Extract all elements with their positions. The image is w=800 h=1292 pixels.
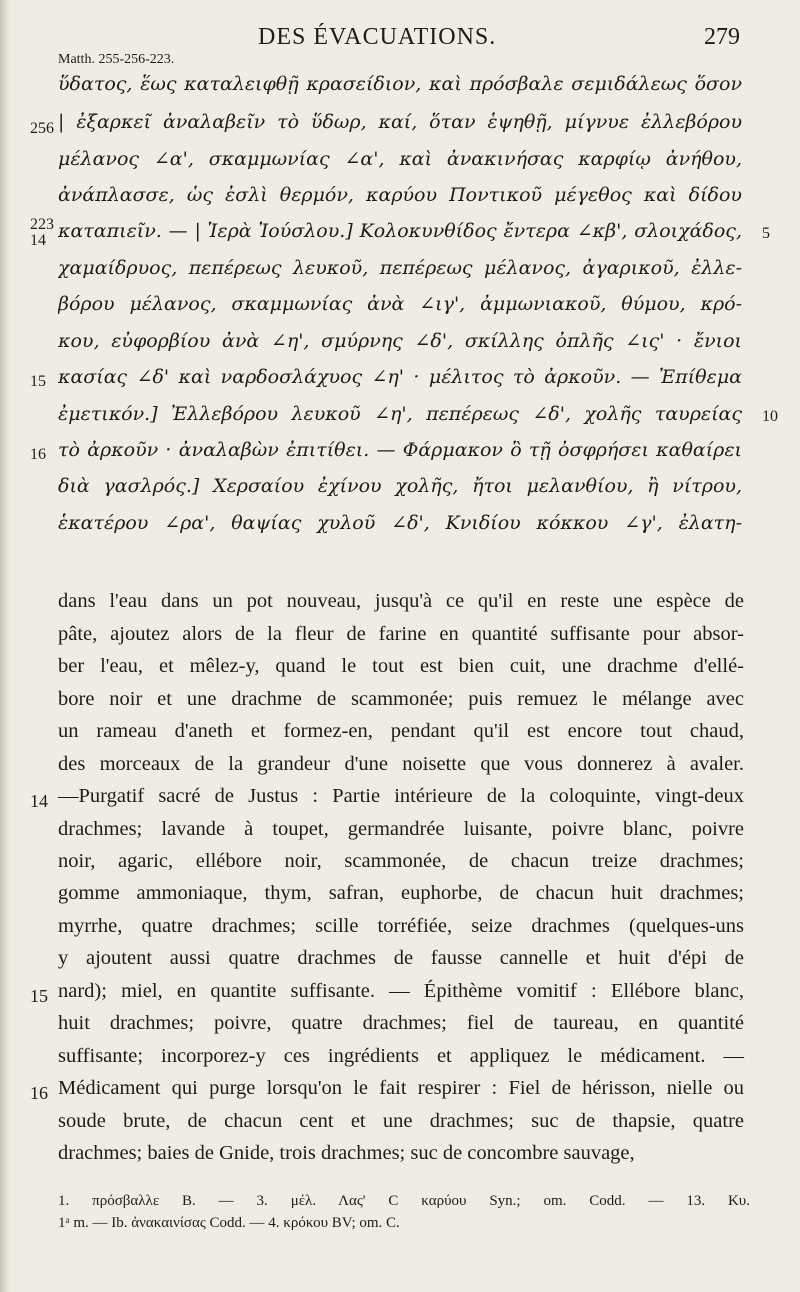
french-line: soude brute, de chacun cent et une drachmes; suc de thapsie, quatre [58,1110,744,1132]
greek-line: μέλανος ∠α', σκαμμωνίας ∠α', καὶ ἀνακινήσας καρφίῳ ἀνήθου, [58,148,742,170]
french-line: un rameau d'aneth et formez-en, pendant qu'il est encore tout chaud, [58,720,744,742]
french-line: Médicament qui purge lorsqu'on le fait respirer : Fiel de hérisson, nielle ou [58,1077,744,1099]
greek-line: κασίας ∠δ' καὶ ναρδοσλάχυος ∠η' · μέλιτος τὸ ἀρκοῦν. — Ἐπίθεμα [58,366,742,388]
footnote-line: 1. πρόσβαλλε B. — 3. μέλ. Λας' C καρύου Syn.; om. Codd. — 13. Κυ. [58,1193,750,1209]
page-number: 279 [704,24,740,50]
margin-number: 10 [762,408,778,425]
french-line: suffisante; incorporez-y ces ingrédients et appliquez le médicament. — [58,1045,744,1067]
margin-number: 16 [30,1083,48,1103]
greek-line: κου, εὐφορβίου ἀνὰ ∠η', σμύρνης ∠δ', σκίλλης ὀπλῆς ∠ις' · ἔνιοι [58,330,742,352]
margin-number: 14 [30,791,48,811]
french-line: drachmes; lavande à toupet, germandrée luisante, poivre blanc, poivre [58,818,744,840]
margin-number: 15 [30,373,46,390]
margin-number: 16 [30,446,46,463]
running-title: DES ÉVACUATIONS. [258,24,497,50]
greek-line: βόρου μέλανος, σκαμμωνίας ἀνὰ ∠ιγ', ἀμμωνιακοῦ, θύμου, κρό- [58,293,742,315]
greek-line: τὸ ἀρκοῦν · ἀναλαβὼν ἐπιτίθει. — Φάρμακον ὃ τῇ ὀσφρήσει καθαίρει [58,439,742,461]
french-line: dans l'eau dans un pot nouveau, jusqu'à ce qu'il en reste une espèce de [58,590,744,612]
greek-line: ὕδατος, ἕως καταλειφθῇ κρασείδιον, καὶ πρόσβαλε σεμιδάλεως ὅσον [58,73,742,95]
french-line: ber l'eau, et mêlez-y, quand le tout est bien cuit, une drachme d'ellé- [58,655,744,677]
french-line: huit drachmes; poivre, quatre drachmes; fiel de taureau, en quantité [58,1012,744,1034]
french-line: nard); miel, en quantite suffisante. — Épithème vomitif : Ellébore blanc, [58,980,744,1002]
greek-line: ἐμετικόν.] Ἐλλεβόρου λευκοῦ ∠η', πεπέρεως ∠δ', χολῆς ταυρείας [58,403,742,425]
french-line: drachmes; baies de Gnide, trois drachmes; suc de concombre sauvage, [58,1142,635,1164]
footnote-line: 1ᵃ m. — Ib. ἀνακαινίσας Codd. — 4. κρόκου BV; om. C. [58,1215,400,1231]
french-line: bore noir et une drachme de scammonée; puis remuez le mélange avec [58,688,744,710]
french-line: myrrhe, quatre drachmes; scille torréfiée, seize drachmes (quelques-uns [58,915,744,937]
greek-line: καταπιεῖν. — | Ἱερὰ Ἰούσλου.] Κολοκυνθίδος ἔντερα ∠κβ', σλοιχάδος, [58,220,742,242]
french-line: —Purgatif sacré de Justus : Partie intérieure de la coloquinte, vingt-deux [58,785,744,807]
margin-number: 223 [30,216,54,233]
greek-line: ἑκατέρου ∠ρα', θαψίας χυλοῦ ∠δ', Κνιδίου κόκκου ∠γ', ἐλατη- [58,512,742,534]
margin-number: 5 [762,225,770,242]
page-edge [0,0,10,1292]
margin-number: 14 [30,232,46,249]
french-line: noir, agaric, ellébore noir, scammonée, de chacun treize drachmes; [58,850,744,872]
french-line: gomme ammoniaque, thym, safran, euphorbe, de chacun huit drachmes; [58,882,744,904]
french-line: pâte, ajoutez alors de la fleur de farine en quantité suffisante pour absor- [58,623,744,645]
french-line: des morceaux de la grandeur d'une noisette que vous donnerez à avaler. [58,753,744,775]
greek-line: ἀνάπλασσε, ὡς ἐσλὶ θερμόν, καρύου Ποντικοῦ μέγεθος καὶ δίδου [58,184,742,206]
greek-line: χαμαίδρυος, πεπέρεως λευκοῦ, πεπέρεως μέλανος, ἀγαρικοῦ, ἐλλε- [58,257,742,279]
french-line: y ajoutent aussi quatre drachmes de fausse cannelle et huit d'épi de [58,947,744,969]
margin-number: 15 [30,986,48,1006]
margin-number: 256 [30,120,54,137]
reference-note: Matth. 255-256-223. [58,52,175,67]
greek-line: διὰ γασλρός.] Χερσαίου ἐχίνου χολῆς, ἤτοι μελανθίου, ἢ νίτρου, [58,475,742,497]
greek-line: | ἐξαρκεῖ ἀναλαβεῖν τὸ ὕδωρ, καί, ὅταν ἑψηθῇ, μίγνυε ἐλλεβόρου [58,111,742,133]
